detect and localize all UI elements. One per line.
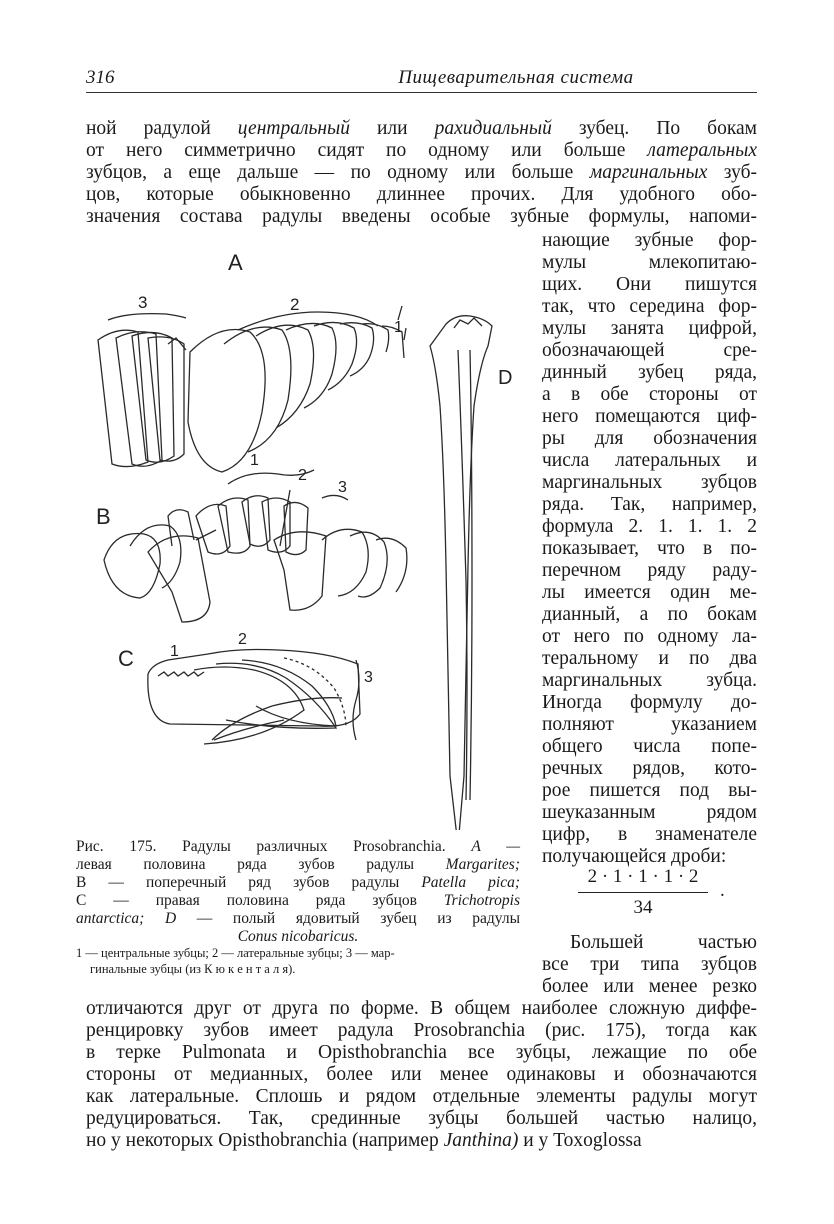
body-line-right: перечном ряду раду-	[542, 560, 757, 581]
body-line-right: речных рядов, кото-	[542, 758, 757, 779]
label-a1: 1	[394, 319, 403, 336]
body-line-right: маргинальных зубцов	[542, 472, 757, 493]
body-line-right: маргинальных зубца.	[542, 670, 757, 691]
figure-legend: 1 — центральные зубцы; 2 — латеральные зубцы; 3 — мар- гинальные зубцы (из К ю к е н т а л я).	[76, 946, 395, 976]
label-B: B	[96, 504, 111, 529]
body-line: ной радулой центральный или рахидиальный зубец. По бокам	[86, 118, 758, 139]
body-line-right: дианный, а по бокам	[542, 604, 757, 625]
body-line: в терке Pulmonata и Opisthobranchia все зубцы, лежащие по обе	[86, 1042, 757, 1063]
body-line: от него симметрично сидят по одному или больше латеральных	[86, 140, 757, 161]
body-line-right: числа латеральных и	[542, 450, 757, 471]
label-b2: 2	[298, 467, 307, 484]
label-b3: 3	[338, 479, 347, 496]
body-line-right: все три типа зубцов	[542, 954, 757, 975]
radula-formula	[578, 866, 708, 919]
body-line: редуцироваться. Так, срединные зубцы большей частью налицо,	[86, 1108, 757, 1129]
body-line: стороны от медианных, более или менее одинаковы и обозначаются	[86, 1064, 757, 1085]
figure-175	[86, 240, 526, 830]
body-line-right: Иногда формулу до-	[542, 692, 757, 713]
label-c2: 2	[238, 631, 247, 648]
body-line-right: показывает, что в по-	[542, 538, 757, 559]
body-line-right: получающейся дроби:	[542, 846, 727, 867]
body-line-right: а в обе стороны от	[542, 384, 757, 405]
label-a2: 2	[290, 295, 300, 314]
body-line: но у некоторых Opisthobranchia (например Janthina) и у Toxoglossa	[86, 1130, 642, 1151]
body-line-right: лы имеется один ме-	[542, 582, 757, 603]
body-line: цов, которые обыкновенно длиннее прочих. Для удобного обо-	[86, 184, 757, 205]
label-A: A	[228, 250, 243, 275]
body-line-right: мулы занята цифрой,	[542, 318, 757, 339]
body-line: ренцировку зубов имеет радула Prosobranchia (рис. 175), тогда как	[86, 1020, 757, 1041]
body-line-right: динный зубец ряда,	[542, 362, 757, 383]
body-line: значения состава радулы введены особые зубные формулы, напоми-	[86, 206, 757, 227]
body-line-right: формула 2. 1. 1. 1. 2	[542, 516, 757, 537]
header-rule	[86, 92, 757, 93]
body-line-right: теральному и по два	[542, 648, 757, 669]
label-b1: 1	[250, 452, 259, 469]
formula-numerator: 2 · 1 · 1 · 1 · 2	[578, 866, 708, 893]
body-line-right: шеуказанным рядом	[542, 802, 757, 823]
body-line-right: рое пишется под вы-	[542, 780, 757, 801]
label-a3: 3	[138, 293, 148, 312]
figure-caption: Рис. 175. Радулы различных Prosobranchia. A — левая половина ряда зубов радулы Margarites; B — поперечный ряд зубов радулы Patella pica; C — правая половина ряда зубцов Trichotropis antarctica; D — полый ядовитый зубец из радулы Conus nicobaricus.	[76, 838, 520, 945]
body-line-right: от него по одному ла-	[542, 626, 757, 647]
formula-denominator: 34	[633, 897, 653, 918]
body-line-right: так, что середина фор-	[542, 296, 757, 317]
body-line-right: ряда. Так, например,	[542, 494, 757, 515]
body-line-right: полняют указанием	[542, 714, 757, 735]
page-number: 316	[86, 67, 115, 88]
body-line: зубцов, а еще дальше — по одному или больше маргинальных зуб-	[86, 162, 758, 183]
label-C: C	[118, 646, 134, 671]
body-line-right: ры для обозначения	[542, 428, 757, 449]
label-c1: 1	[170, 643, 179, 660]
body-line: как латеральные. Сплошь и рядом отдельные элементы радулы могут	[86, 1086, 757, 1107]
body-line-right: мулы млекопитаю-	[542, 252, 757, 273]
body-line: отличаются друг от друга по форме. В общем наиболее сложную диффе-	[86, 998, 757, 1019]
body-line-right: нающие зубные фор-	[542, 230, 757, 251]
label-D: D	[498, 367, 513, 389]
label-c3: 3	[364, 669, 373, 686]
running-header	[86, 63, 757, 91]
running-title: Пищеварительная система	[398, 67, 634, 88]
body-line-right: щих. Они пишутся	[542, 274, 757, 295]
body-line-right: него помещаются циф-	[542, 406, 757, 427]
body-line-right: обозначающей сре-	[542, 340, 757, 361]
body-line-right: Большей частью	[570, 932, 757, 953]
body-line-right: общего числа попе-	[542, 736, 757, 757]
formula-period: .	[720, 880, 725, 901]
body-line-right: более или менее резко	[542, 976, 757, 997]
body-line-right: цифр, в знаменателе	[542, 824, 757, 845]
